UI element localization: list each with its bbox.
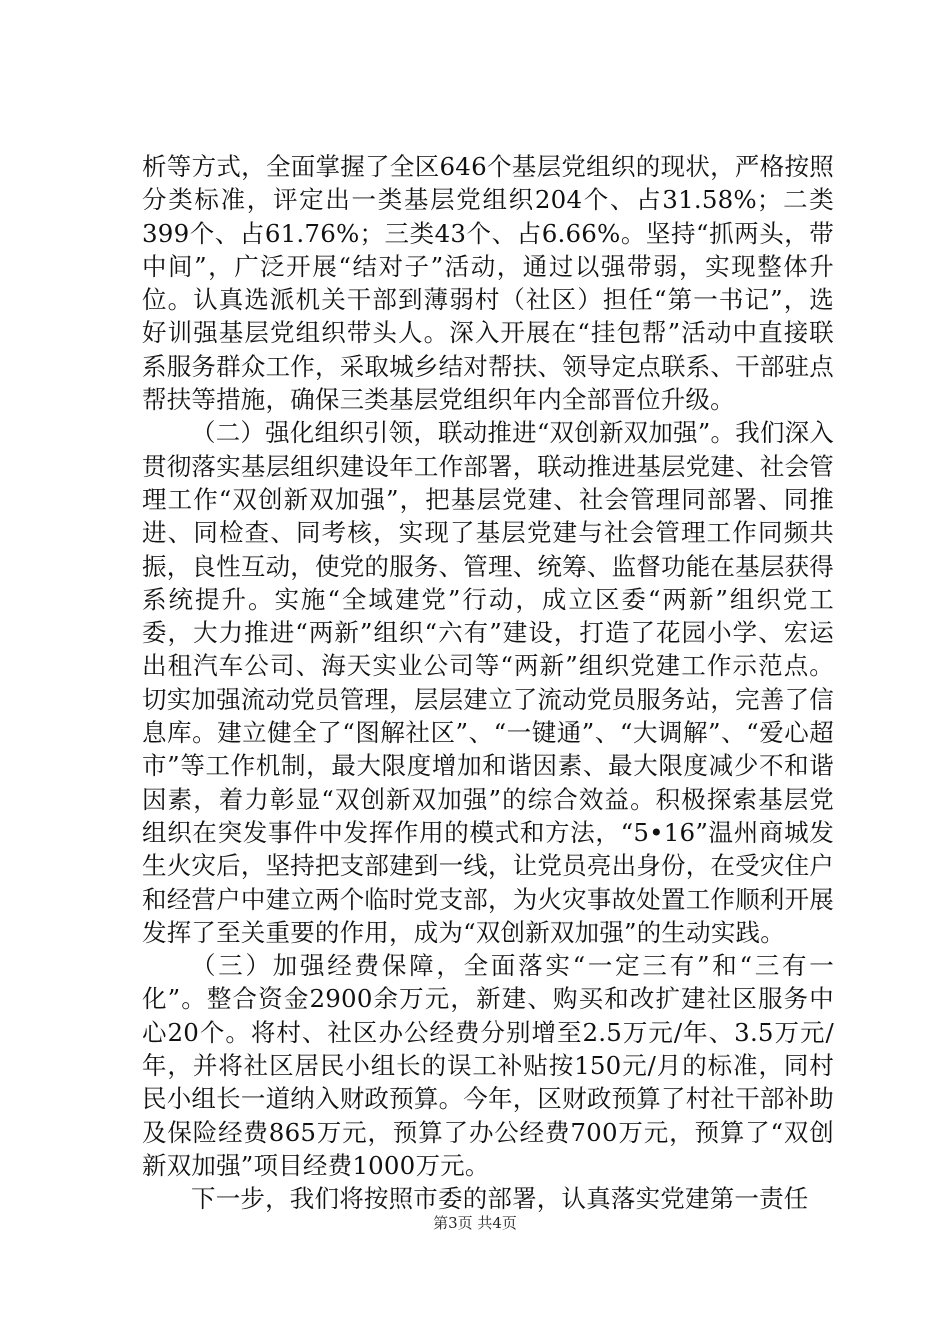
document-body (142, 150, 834, 1216)
paragraph-3: （三）加强经费保障，全面落实“一定三有”和“三有一化”。整合资金2900余万元，新建、购买和改扩建社区服务中心20个。将村、社区办公经费分别增至2.5万元/年、3.5万元/年，并将社区居民小组长的误工补贴按150元/月的标准，同村民小组长一道纳入财政预算。今年，区财政预算了村社干部补助及保险经费865万元，预算了办公经费700万元，预算了“双创新双加强”项目经费1000万元。 (142, 951, 834, 1180)
paragraph-4: 下一步，我们将按照市委的部署，认真落实党建第一责任 (191, 1184, 809, 1214)
page-footer: 第3页 共4页 (433, 1214, 517, 1232)
paragraph-1: 析等方式，全面掌握了全区646个基层党组织的现状，严格按照分类标准，评定出一类基层党组织204个、占31.58%；二类399个、占61.76%；三类43个、占6.66%。坚持“抓两头，带中间”，广泛开展“结对子”活动，通过以强带弱，实现整体升位。认真选派机关干部到薄弱村（社区）担任“第一书记”，选好训强基层党组织带头人。深入开展在“挂包帮”活动中直接联系服务群众工作，采取城乡结对帮扶、领导定点联系、干部驻点帮扶等措施，确保三类基层党组织年内全部晋位升级。 (142, 152, 834, 415)
paragraph-2: （二）强化组织引领，联动推进“双创新双加强”。我们深入贯彻落实基层组织建设年工作部署，联动推进基层党建、社会管理工作“双创新双加强”，把基层党建、社会管理同部署、同推进、同检查、同考核，实现了基层党建与社会管理工作同频共振，良性互动，使党的服务、管理、统筹、监督功能在基层获得系统提升。实施“全域建党”行动，成立区委“两新”组织党工委，大力推进“两新”组织“六有”建设，打造了花园小学、宏运出租汽车公司、海天实业公司等“两新”组织党建工作示范点。切实加强流动党员管理，层层建立了流动党员服务站，完善了信息库。建立健全了“图解社区”、“一键通”、“大调解”、“爱心超市”等工作机制，最大限度增加和谐因素、最大限度减少不和谐因素，着力彰显“双创新双加强”的综合效益。积极探索基层党组织在突发事件中发挥作用的模式和方法，“5•16”温州商城发生火灾后，坚持把支部建到一线，让党员亮出身份，在受灾住户和经营户中建立两个临时党支部，为火灾事故处置工作顺利开展发挥了至关重要的作用，成为“双创新双加强”的生动实践。 (142, 418, 834, 947)
